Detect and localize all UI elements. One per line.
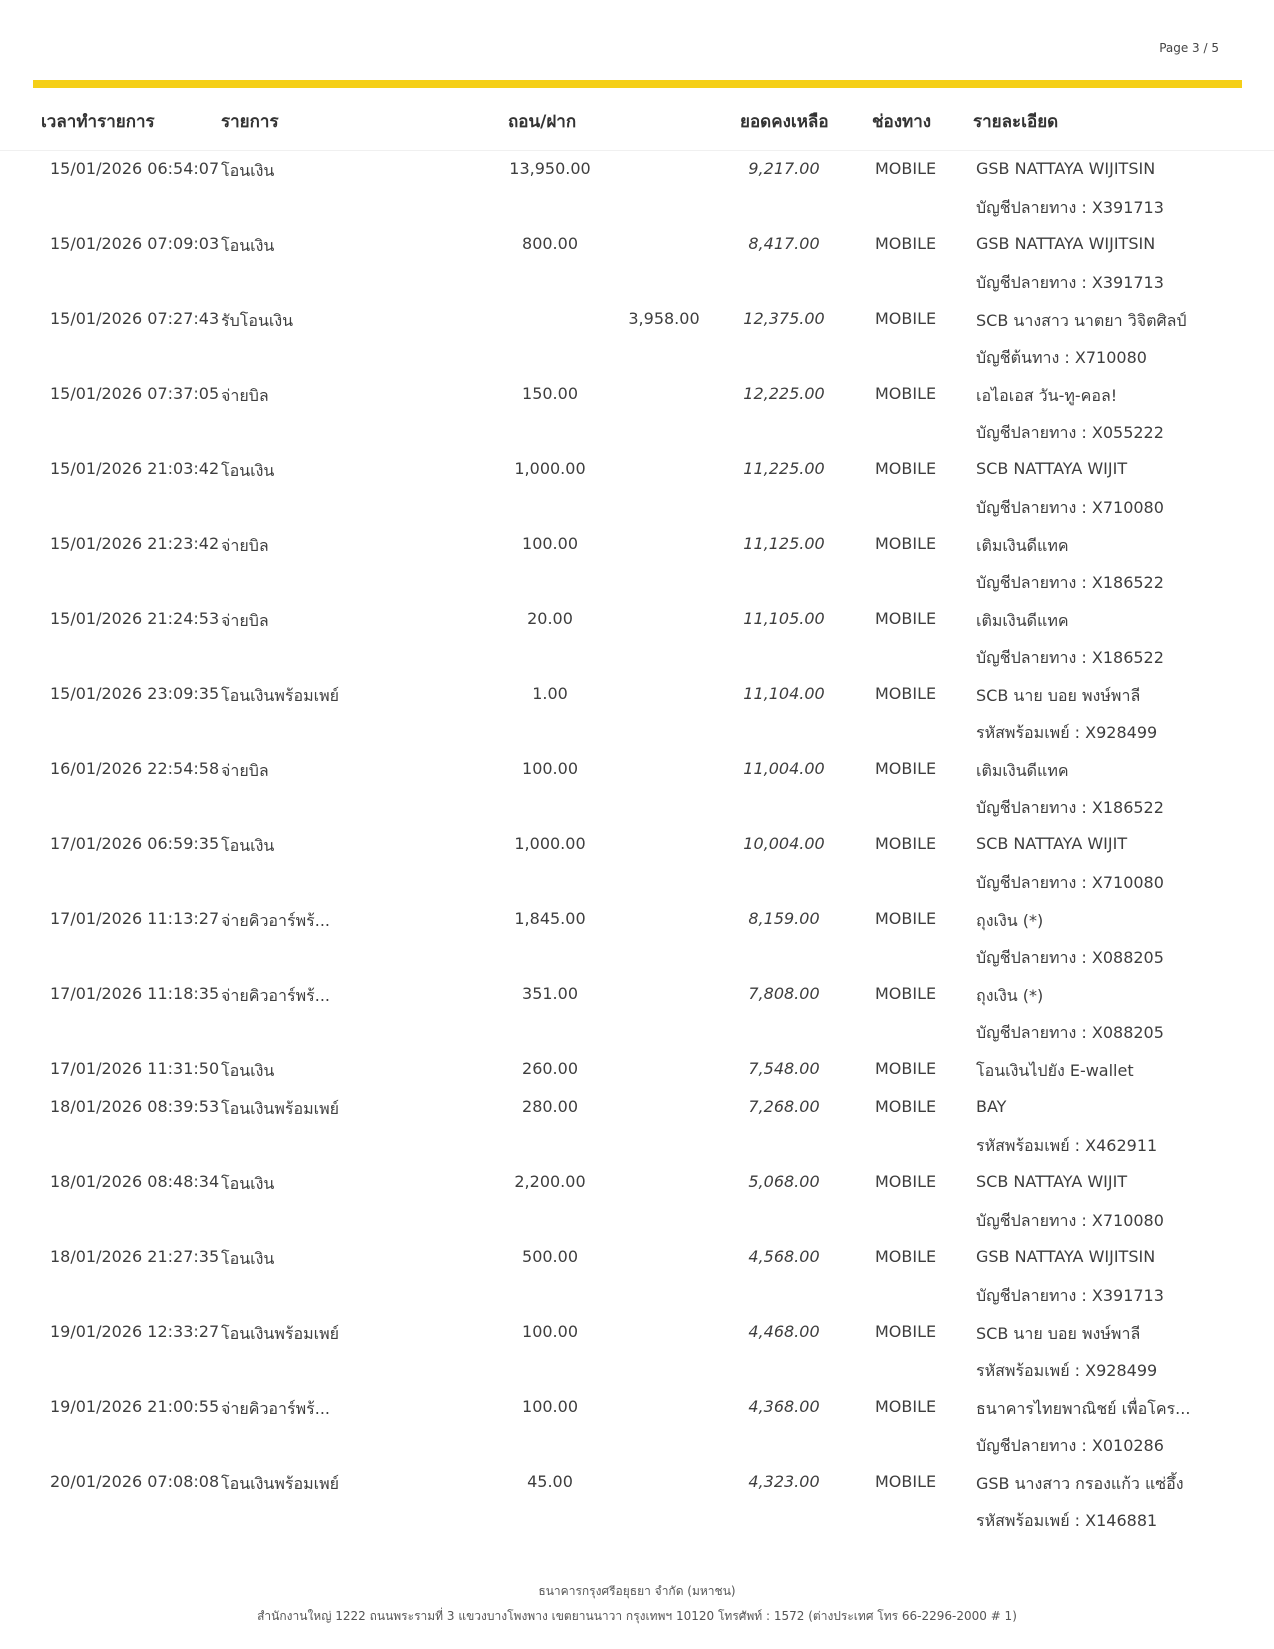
table-row xyxy=(0,1314,1274,1389)
cell-detail-line1: GSB NATTAYA WIJITSIN xyxy=(976,1247,1156,1266)
cell-detail-line2: บัญชีปลายทาง : X186522 xyxy=(976,573,1164,592)
cell-withdraw: 20.00 xyxy=(527,609,573,628)
cell-detail-line2: บัญชีปลายทาง : X710080 xyxy=(976,873,1164,892)
cell-channel: MOBILE xyxy=(875,984,937,1003)
cell-withdraw: 2,200.00 xyxy=(514,1172,586,1191)
cell-withdraw: 100.00 xyxy=(522,534,578,553)
cell-item: โอนเงิน xyxy=(221,836,275,855)
cell-balance: 11,125.00 xyxy=(743,534,825,553)
cell-balance: 12,225.00 xyxy=(743,384,825,403)
cell-channel: MOBILE xyxy=(875,609,937,628)
cell-item: จ่ายบิล xyxy=(221,761,269,780)
cell-detail-line2: บัญชีปลายทาง : X391713 xyxy=(976,198,1164,217)
cell-detail-line2: รหัสพร้อมเพย์ : X462911 xyxy=(976,1136,1158,1155)
cell-withdraw: 13,950.00 xyxy=(509,159,591,178)
table-row xyxy=(0,751,1274,826)
cell-balance: 4,468.00 xyxy=(748,1322,820,1341)
cell-detail-line1: GSB นางสาว กรองแก้ว แซ่อึ้ง xyxy=(976,1474,1184,1493)
cell-balance: 9,217.00 xyxy=(748,159,820,178)
cell-detail-line1: โอนเงินไปยัง E-wallet xyxy=(976,1061,1134,1080)
cell-detail-line1: SCB NATTAYA WIJIT xyxy=(976,1172,1128,1191)
table-row xyxy=(0,1164,1274,1239)
cell-withdraw: 100.00 xyxy=(522,1397,578,1416)
cell-time: 16/01/2026 22:54:58 xyxy=(50,759,220,778)
cell-channel: MOBILE xyxy=(875,1097,937,1116)
cell-channel: MOBILE xyxy=(875,1247,937,1266)
cell-detail-line1: SCB NATTAYA WIJIT xyxy=(976,834,1128,853)
cell-balance: 11,004.00 xyxy=(743,759,825,778)
table-row xyxy=(0,1051,1274,1089)
footer-address: สำนักงานใหญ่ 1222 ถนนพระรามที่ 3 แขวงบางโพงพาง เขตยานนาวา กรุงเทพฯ 10120 โทรศัพท์ : 1572 (ต่างประเทศ โทร 66-2296-2000 # 1) xyxy=(257,1609,1017,1623)
table-row xyxy=(0,376,1274,451)
cell-detail-line2: บัญชีปลายทาง : X186522 xyxy=(976,798,1164,817)
transaction-table xyxy=(0,150,1274,1539)
cell-channel: MOBILE xyxy=(875,1397,937,1416)
cell-withdraw: 1,845.00 xyxy=(514,909,586,928)
cell-detail-line1: ถุงเงิน (*) xyxy=(976,911,1044,930)
cell-detail-line2: บัญชีปลายทาง : X391713 xyxy=(976,1286,1164,1305)
cell-channel: MOBILE xyxy=(875,234,937,253)
page-number: Page 3 / 5 xyxy=(1159,41,1219,55)
cell-detail-line1: เติมเงินดีแทค xyxy=(976,761,1069,780)
cell-detail-line1: SCB NATTAYA WIJIT xyxy=(976,459,1128,478)
cell-time: 15/01/2026 07:37:05 xyxy=(50,384,220,403)
table-row xyxy=(0,451,1274,526)
cell-detail-line1: GSB NATTAYA WIJITSIN xyxy=(976,234,1156,253)
cell-detail-line1: SCB นาย บอย พงษ์พาลี xyxy=(976,686,1141,705)
cell-withdraw: 150.00 xyxy=(522,384,578,403)
cell-deposit: 3,958.00 xyxy=(628,309,700,328)
table-row xyxy=(0,901,1274,976)
cell-time: 15/01/2026 21:23:42 xyxy=(50,534,220,553)
cell-time: 17/01/2026 06:59:35 xyxy=(50,834,220,853)
cell-channel: MOBILE xyxy=(875,534,937,553)
cell-detail-line2: รหัสพร้อมเพย์ : X928499 xyxy=(976,723,1158,742)
cell-time: 15/01/2026 21:03:42 xyxy=(50,459,220,478)
cell-detail-line2: บัญชีปลายทาง : X186522 xyxy=(976,648,1164,667)
cell-channel: MOBILE xyxy=(875,459,937,478)
header-divider xyxy=(33,80,1242,88)
cell-detail-line1: ถุงเงิน (*) xyxy=(976,986,1044,1005)
cell-channel: MOBILE xyxy=(875,1322,937,1341)
cell-balance: 7,808.00 xyxy=(748,984,820,1003)
cell-balance: 4,323.00 xyxy=(748,1472,820,1491)
cell-detail-line2: บัญชีปลายทาง : X010286 xyxy=(976,1436,1164,1455)
cell-time: 19/01/2026 12:33:27 xyxy=(50,1322,220,1341)
cell-time: 17/01/2026 11:18:35 xyxy=(50,984,220,1003)
cell-withdraw: 280.00 xyxy=(522,1097,578,1116)
cell-time: 15/01/2026 07:09:03 xyxy=(50,234,220,253)
cell-time: 17/01/2026 11:13:27 xyxy=(50,909,220,928)
header-item: รายการ xyxy=(221,112,279,132)
cell-detail-line2: บัญชีต้นทาง : X710080 xyxy=(976,348,1147,367)
cell-balance: 8,417.00 xyxy=(748,234,820,253)
cell-detail-line2: รหัสพร้อมเพย์ : X928499 xyxy=(976,1361,1158,1380)
cell-time: 18/01/2026 08:39:53 xyxy=(50,1097,220,1116)
cell-item: จ่ายคิวอาร์พร้... xyxy=(221,986,331,1005)
cell-balance: 11,105.00 xyxy=(743,609,825,628)
cell-item: จ่ายบิล xyxy=(221,536,269,555)
cell-channel: MOBILE xyxy=(875,1472,937,1491)
cell-channel: MOBILE xyxy=(875,384,937,403)
cell-item: จ่ายบิล xyxy=(221,386,269,405)
cell-detail-line2: บัญชีปลายทาง : X088205 xyxy=(976,1023,1164,1042)
cell-time: 18/01/2026 08:48:34 xyxy=(50,1172,220,1191)
table-row xyxy=(0,1239,1274,1314)
cell-channel: MOBILE xyxy=(875,909,937,928)
cell-withdraw: 100.00 xyxy=(522,1322,578,1341)
header-channel: ช่องทาง xyxy=(872,112,932,132)
cell-withdraw: 500.00 xyxy=(522,1247,578,1266)
cell-balance: 4,368.00 xyxy=(748,1397,820,1416)
cell-channel: MOBILE xyxy=(875,684,937,703)
header-amount: ถอน/ฝาก xyxy=(508,112,577,132)
cell-detail-line1: ธนาคารไทยพาณิชย์ เพื่อโคร... xyxy=(976,1399,1191,1418)
cell-channel: MOBILE xyxy=(875,834,937,853)
cell-withdraw: 800.00 xyxy=(522,234,578,253)
cell-withdraw: 45.00 xyxy=(527,1472,573,1491)
footer-bank-name: ธนาคารกรุงศรีอยุธยา จำกัด (มหาชน) xyxy=(538,1584,736,1598)
cell-detail-line1: GSB NATTAYA WIJITSIN xyxy=(976,159,1156,178)
cell-detail-line1: เติมเงินดีแทค xyxy=(976,536,1069,555)
cell-withdraw: 100.00 xyxy=(522,759,578,778)
cell-detail-line1: BAY xyxy=(976,1097,1007,1116)
table-row xyxy=(0,676,1274,751)
table-row xyxy=(0,1389,1274,1464)
cell-time: 17/01/2026 11:31:50 xyxy=(50,1059,220,1078)
cell-item: โอนเงิน xyxy=(221,161,275,180)
cell-detail-line2: บัญชีปลายทาง : X710080 xyxy=(976,1211,1164,1230)
cell-detail-line2: บัญชีปลายทาง : X055222 xyxy=(976,423,1164,442)
table-header xyxy=(0,104,1274,136)
cell-detail-line1: SCB นางสาว นาตยา วิจิตศิลป์ xyxy=(976,311,1187,330)
cell-time: 18/01/2026 21:27:35 xyxy=(50,1247,220,1266)
table-row xyxy=(0,1464,1274,1539)
cell-item: จ่ายบิล xyxy=(221,611,269,630)
cell-item: โอนเงิน xyxy=(221,461,275,480)
cell-withdraw: 1,000.00 xyxy=(514,834,586,853)
table-row xyxy=(0,601,1274,676)
table-row xyxy=(0,826,1274,901)
cell-item: จ่ายคิวอาร์พร้... xyxy=(221,1399,331,1418)
cell-balance: 10,004.00 xyxy=(743,834,825,853)
cell-balance: 7,268.00 xyxy=(748,1097,820,1116)
cell-balance: 12,375.00 xyxy=(743,309,825,328)
cell-item: โอนเงินพร้อมเพย์ xyxy=(221,1474,340,1493)
cell-withdraw: 260.00 xyxy=(522,1059,578,1078)
cell-item: จ่ายคิวอาร์พร้... xyxy=(221,911,331,930)
cell-item: โอนเงิน xyxy=(221,236,275,255)
header-balance: ยอดคงเหลือ xyxy=(740,112,829,132)
cell-withdraw: 1.00 xyxy=(532,684,568,703)
cell-item: โอนเงิน xyxy=(221,1061,275,1080)
cell-time: 15/01/2026 23:09:35 xyxy=(50,684,220,703)
cell-detail-line1: เอไอเอส วัน-ทู-คอล! xyxy=(976,386,1118,405)
cell-detail-line2: บัญชีปลายทาง : X088205 xyxy=(976,948,1164,967)
table-row xyxy=(0,526,1274,601)
cell-item: โอนเงินพร้อมเพย์ xyxy=(221,686,340,705)
table-row xyxy=(0,226,1274,301)
cell-channel: MOBILE xyxy=(875,759,937,778)
table-row xyxy=(0,301,1274,376)
cell-detail-line2: บัญชีปลายทาง : X391713 xyxy=(976,273,1164,292)
table-row xyxy=(0,150,1274,226)
cell-time: 19/01/2026 21:00:55 xyxy=(50,1397,220,1416)
cell-item: รับโอนเงิน xyxy=(221,311,294,330)
cell-channel: MOBILE xyxy=(875,1059,937,1078)
cell-balance: 11,225.00 xyxy=(743,459,825,478)
cell-item: โอนเงินพร้อมเพย์ xyxy=(221,1099,340,1118)
cell-item: โอนเงินพร้อมเพย์ xyxy=(221,1324,340,1343)
cell-balance: 7,548.00 xyxy=(748,1059,820,1078)
cell-withdraw: 1,000.00 xyxy=(514,459,586,478)
cell-detail-line1: เติมเงินดีแทค xyxy=(976,611,1069,630)
table-row xyxy=(0,976,1274,1051)
cell-time: 15/01/2026 06:54:07 xyxy=(50,159,220,178)
cell-item: โอนเงิน xyxy=(221,1249,275,1268)
cell-time: 15/01/2026 21:24:53 xyxy=(50,609,220,628)
cell-item: โอนเงิน xyxy=(221,1174,275,1193)
cell-detail-line2: บัญชีปลายทาง : X710080 xyxy=(976,498,1164,517)
header-detail: รายละเอียด xyxy=(973,112,1059,132)
cell-balance: 11,104.00 xyxy=(743,684,825,703)
cell-detail-line2: รหัสพร้อมเพย์ : X146881 xyxy=(976,1511,1158,1530)
cell-channel: MOBILE xyxy=(875,159,937,178)
header-time: เวลาทำรายการ xyxy=(41,112,155,132)
cell-withdraw: 351.00 xyxy=(522,984,578,1003)
cell-detail-line1: SCB นาย บอย พงษ์พาลี xyxy=(976,1324,1141,1343)
cell-time: 15/01/2026 07:27:43 xyxy=(50,309,220,328)
cell-balance: 4,568.00 xyxy=(748,1247,820,1266)
table-row xyxy=(0,1089,1274,1164)
cell-balance: 5,068.00 xyxy=(748,1172,820,1191)
cell-channel: MOBILE xyxy=(875,1172,937,1191)
cell-channel: MOBILE xyxy=(875,309,937,328)
cell-balance: 8,159.00 xyxy=(748,909,820,928)
cell-time: 20/01/2026 07:08:08 xyxy=(50,1472,220,1491)
